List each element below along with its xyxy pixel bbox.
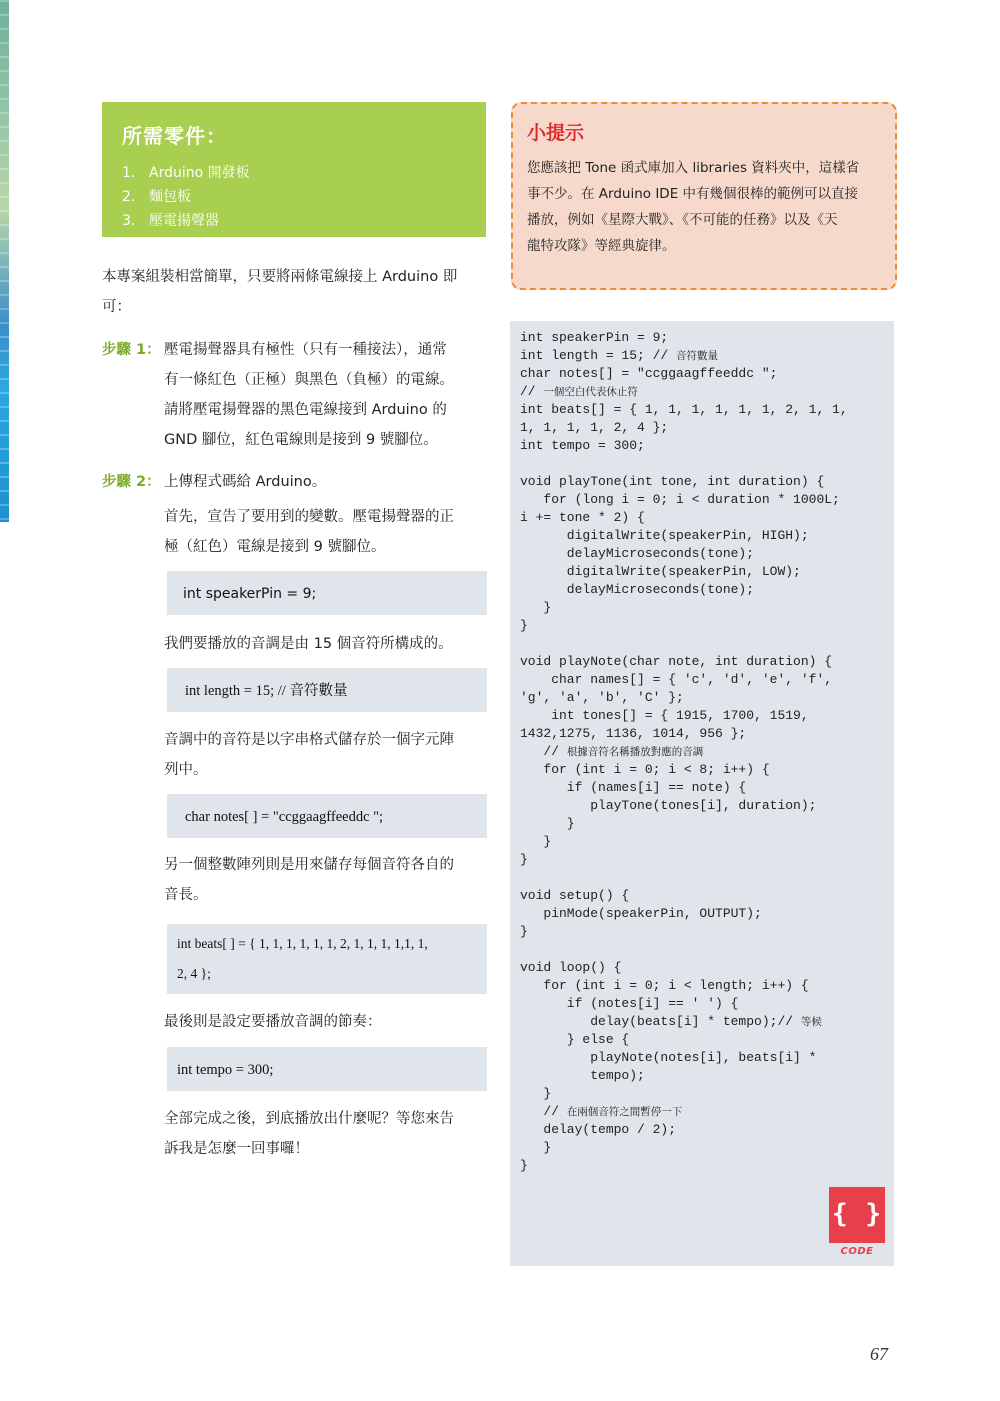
parts-title: 所需零件：: [122, 124, 227, 148]
code-line: delayMicroseconds(tone);: [520, 546, 755, 561]
code-line: delay(tempo / 2);: [520, 1122, 677, 1137]
tip-line: 您應該把 Tone 函式庫加入 libraries 資料夾中，這樣省: [527, 160, 860, 176]
code-line: }: [520, 600, 552, 615]
code-line: // 一個空白代表休止符: [520, 384, 638, 399]
code-snippet-notes: char notes[ ] = "ccggaagffeeddc ";: [167, 794, 487, 838]
code-line: }: [520, 1158, 528, 1173]
code-line: for (int i = 0; i < length; i++) {: [520, 978, 809, 993]
step-1-line: 請將壓電揚聲器的黑色電線接到 Arduino 的: [164, 402, 447, 418]
code-line: // 根據音符名稱播放對應的音調: [520, 744, 704, 759]
paragraph-line: 音長。: [164, 887, 208, 903]
code-line: }: [520, 834, 552, 849]
parts-list-item: [122, 209, 468, 233]
paragraph-line: 列中。: [164, 762, 208, 778]
code-panel: [510, 321, 894, 1266]
tip-body: [527, 155, 881, 259]
code-snippet-speakerpin: int speakerPin = 9;: [167, 571, 487, 615]
code-line: if (names[i] == note) {: [520, 780, 747, 795]
code-line: [520, 869, 848, 887]
step-2-text: 上傳程式碼給 Arduino。: [164, 474, 327, 490]
step-2-paragraph-3: [164, 725, 454, 785]
code-line: // 在兩個音符之間暫停一下: [520, 1104, 683, 1119]
step-1-label: 步驟 1：: [102, 342, 161, 358]
code-line: }: [520, 618, 528, 633]
step-2-paragraph-1: [164, 502, 454, 562]
code-line: int tones[] = { 1915, 1700, 1519,: [520, 708, 809, 723]
code-line: }: [520, 1086, 552, 1101]
step-2-paragraph-4: [164, 850, 454, 910]
step-2-paragraph-6: [164, 1104, 454, 1164]
intro-paragraph: [102, 262, 457, 322]
code-comment: 根據音符名稱播放對應的音調: [566, 746, 704, 758]
paragraph-line: 另一個整數陣列則是用來儲存每個音符各自的: [164, 857, 454, 873]
step-1-line: GND 腳位，紅色電線則是接到 9 號腳位。: [164, 432, 438, 448]
parts-list: [122, 161, 468, 233]
parts-box: [102, 102, 486, 237]
tip-line: 事不少。在 Arduino IDE 中有幾個很棒的範例可以直接: [527, 186, 859, 202]
code-line: [520, 455, 848, 473]
tip-line: 播放，例如《星際大戰》、《不可能的任務》以及《天: [527, 212, 838, 228]
list-number: 1.: [122, 165, 136, 181]
code-line: } else {: [520, 1032, 630, 1047]
code-line: int tempo = 300;: [520, 438, 645, 453]
paragraph-line: 全部完成之後，到底播放出什麼呢？等您來告: [164, 1111, 454, 1127]
code-line: digitalWrite(speakerPin, LOW);: [520, 564, 801, 579]
code-line: int length = 15; // 音符數量: [520, 348, 719, 363]
code-line: for (long i = 0; i < duration * 1000L;: [520, 492, 840, 507]
step-2-paragraph-5: 最後則是設定要播放音調的節奏：: [164, 1014, 382, 1030]
code-line: int speakerPin = 9;: [520, 330, 669, 345]
list-number: 2.: [122, 189, 136, 205]
code-listing: [520, 329, 848, 1175]
code-braces-icon: { }: [829, 1187, 885, 1243]
step-2-paragraph-2: 我們要播放的音調是由 15 個音符所構成的。: [164, 636, 453, 652]
code-line: char notes[] = "ccggaagffeeddc ";: [520, 366, 778, 381]
code-line: 'g', 'a', 'b', 'C' };: [520, 690, 684, 705]
code-comment: 在兩個音符之間暫停一下: [566, 1106, 683, 1118]
code-snippet-tempo: int tempo = 300;: [167, 1047, 487, 1091]
code-line: pinMode(speakerPin, OUTPUT);: [520, 906, 762, 921]
step-1-line: 壓電揚聲器具有極性（只有一種接法），通常: [164, 342, 447, 358]
code-line: char names[] = { 'c', 'd', 'e', 'f',: [520, 672, 833, 687]
code-line: digitalWrite(speakerPin, HIGH);: [520, 528, 809, 543]
tip-title: 小提示: [527, 122, 585, 144]
tip-line: 龍特攻隊》等經典旋律。: [527, 238, 676, 254]
code-line: [520, 941, 848, 959]
list-number: 3.: [122, 213, 136, 229]
step-2-label: 步驟 2：: [102, 474, 161, 490]
snippet-line: 2, 4 };: [177, 966, 211, 981]
code-line: }: [520, 852, 528, 867]
code-comment: 音符數量: [676, 350, 719, 362]
page-number: 67: [870, 1344, 888, 1364]
code-snippet-beats: [167, 924, 487, 994]
code-badge-label: CODE: [840, 1246, 874, 1257]
list-text: 壓電揚聲器: [149, 213, 219, 229]
parts-list-item: [122, 185, 468, 209]
step-1-line: 有一條紅色（正極）與黑色（負極）的電線。: [164, 372, 454, 388]
paragraph-line: 音調中的音符是以字串格式儲存於一個字元陣: [164, 732, 454, 748]
code-line: void playTone(int tone, int duration) {: [520, 474, 825, 489]
code-line: void loop() {: [520, 960, 622, 975]
list-text: 麵包板: [149, 189, 191, 205]
paragraph-line: 極（紅色）電線是接到 9 號腳位。: [164, 539, 386, 555]
code-line: tempo);: [520, 1068, 645, 1083]
code-snippet-length: int length = 15; // 音符數量: [167, 668, 487, 712]
code-line: 1, 1, 1, 1, 2, 4 };: [520, 420, 669, 435]
list-text: Arduino 開發板: [149, 165, 250, 181]
page-edge-decoration: [0, 0, 9, 522]
code-line: }: [520, 924, 528, 939]
code-line: 1432,1275, 1136, 1014, 956 };: [520, 726, 747, 741]
code-line: playTone(tones[i], duration);: [520, 798, 817, 813]
snippet-line: int beats[ ] = { 1, 1, 1, 1, 1, 1, 2, 1, 1, 1, 1,1, 1,: [177, 936, 428, 951]
code-line: for (int i = 0; i < 8; i++) {: [520, 762, 770, 777]
tip-box: [511, 102, 897, 290]
paragraph-line: 首先，宣告了要用到的變數。壓電揚聲器的正: [164, 509, 454, 525]
code-line: if (notes[i] == ' ') {: [520, 996, 739, 1011]
code-line: [520, 635, 848, 653]
code-line: int beats[] = { 1, 1, 1, 1, 1, 1, 2, 1, 1,: [520, 402, 848, 417]
step-1-text: [164, 335, 454, 455]
code-line: delayMicroseconds(tone);: [520, 582, 755, 597]
code-line: }: [520, 1140, 552, 1155]
intro-line: 本專案組裝相當簡單，只要將兩條電線接上 Arduino 即: [102, 269, 458, 285]
code-line: void setup() {: [520, 888, 630, 903]
paragraph-line: 訴我是怎麼一回事囉！: [164, 1141, 309, 1157]
code-line: }: [520, 816, 575, 831]
code-comment: 等候: [800, 1016, 822, 1028]
code-line: playNote(notes[i], beats[i] *: [520, 1050, 817, 1065]
code-comment: 一個空白代表休止符: [543, 386, 638, 398]
code-line: void playNote(char note, int duration) {: [520, 654, 833, 669]
code-line: delay(beats[i] * tempo);// 等候: [520, 1014, 822, 1029]
intro-line: 可：: [102, 299, 131, 315]
parts-list-item: [122, 161, 468, 185]
code-line: i += tone * 2) {: [520, 510, 645, 525]
